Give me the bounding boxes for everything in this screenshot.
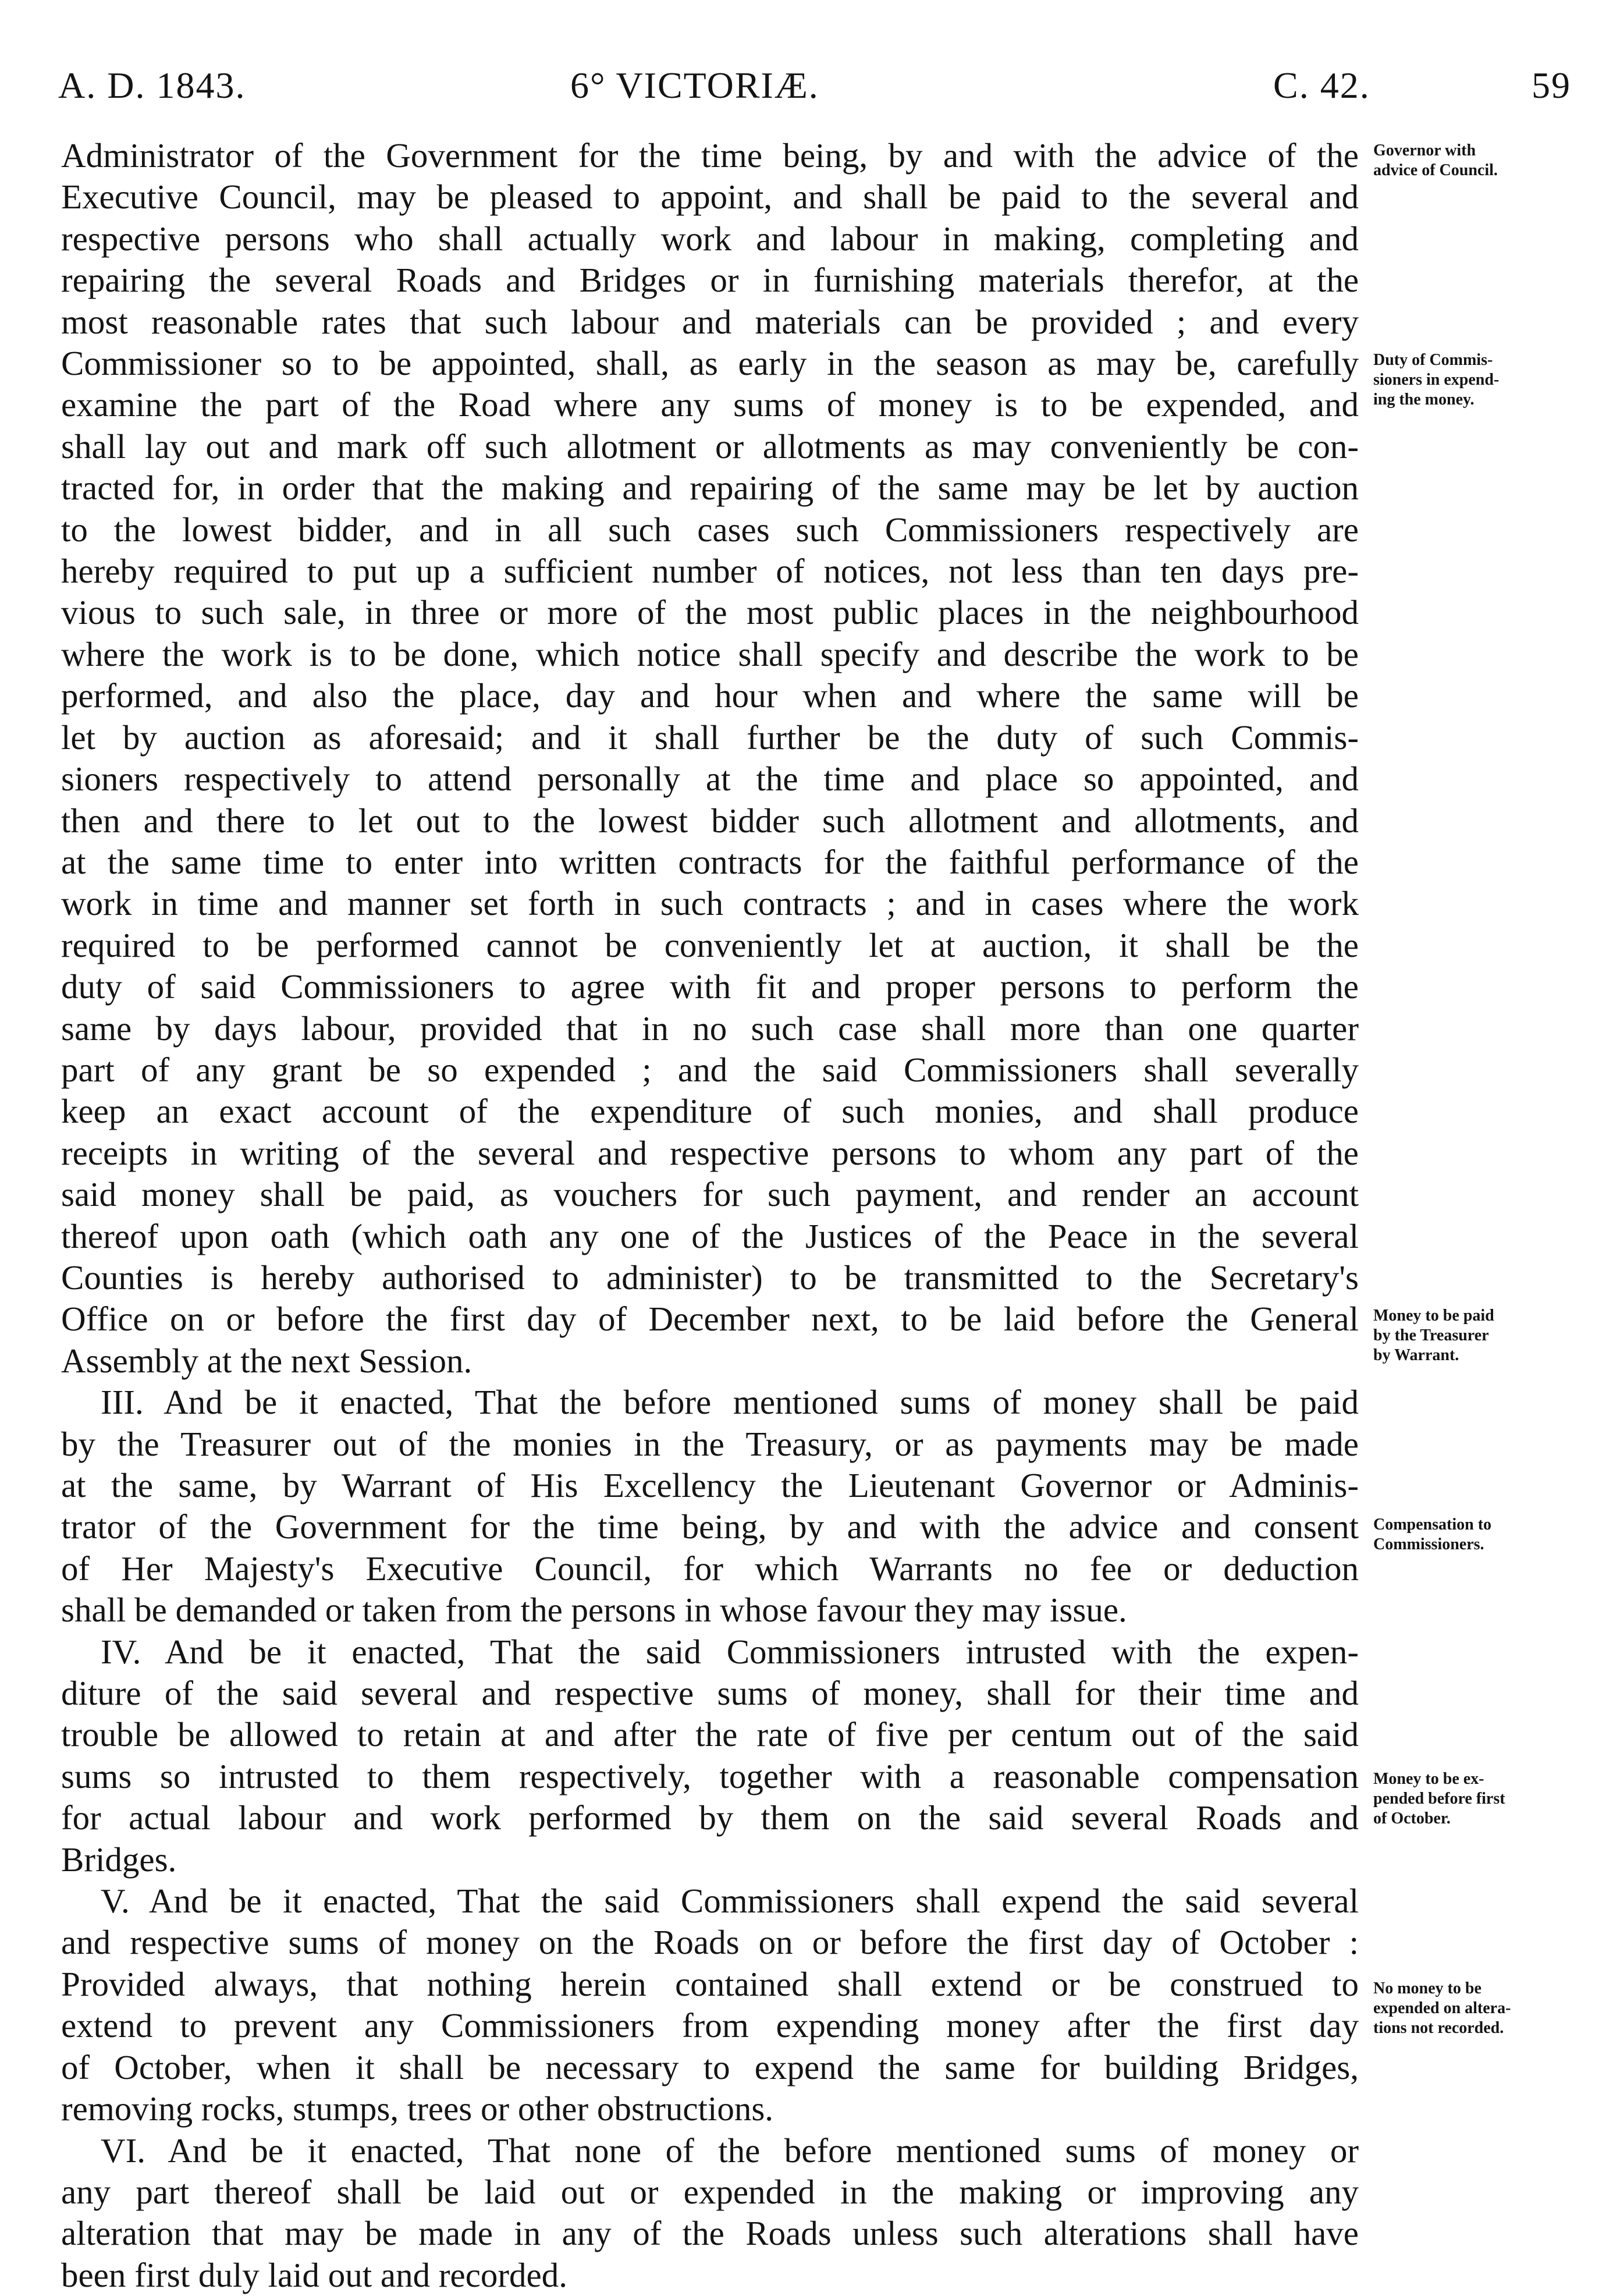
text-line: repairing the several Roads and Bridges or in furnishing materials therefor, at the xyxy=(61,261,1359,300)
text-line: extend to prevent any Commissioners from expending money after the first day xyxy=(61,2006,1359,2045)
text-line: sioners respectively to attend personally at the time and place so appointed, and xyxy=(61,760,1359,799)
section-vi-start: VI. And be it enacted, That none of the before mentioned sums of money or xyxy=(101,2131,1359,2170)
text-line: duty of said Commissioners to agree with fit and proper persons to perform the xyxy=(61,967,1359,1006)
text-line: diture of the said several and respective sums of money, shall for their time and xyxy=(61,1674,1359,1713)
text-line: been first duly laid out and recorded. xyxy=(61,2255,567,2294)
margin-note-line: ing the money. xyxy=(1373,391,1475,409)
margin-note-line: Money to be ex- xyxy=(1373,1770,1484,1788)
margin-note-governor xyxy=(1373,141,1565,180)
text-line: any part thereof shall be laid out or expended in the making or improving any xyxy=(61,2172,1359,2211)
page-number: 59 xyxy=(1532,65,1571,106)
text-line: by the Treasurer out of the monies in the Treasury, or as payments may be made xyxy=(61,1424,1359,1463)
margin-note-treasurer xyxy=(1373,1306,1565,1365)
margin-note-line: by the Treasurer xyxy=(1373,1326,1489,1344)
text-line: Counties is hereby authorised to administer) to be transmitted to the Secretary's xyxy=(61,1258,1359,1297)
text-line: shall lay out and mark off such allotment or allotments as may conveniently be con- xyxy=(61,427,1359,466)
text-line: performed, and also the place, day and hour when and where the same will be xyxy=(61,676,1359,715)
margin-note-line: pended before first xyxy=(1373,1790,1505,1808)
header-chapter: C. 42. xyxy=(1273,65,1370,106)
margin-note-line: of October. xyxy=(1373,1809,1451,1827)
margin-note-line: tions not recorded. xyxy=(1373,2019,1504,2037)
text-line: of October, when it shall be necessary to expend the same for building Bridges, xyxy=(61,2047,1359,2086)
text-line: of Her Majesty's Executive Council, for which Warrants no fee or deduction xyxy=(61,1549,1359,1588)
statute-body xyxy=(61,135,1359,2296)
text-line: receipts in writing of the several and respective persons to whom any part of the xyxy=(61,1133,1359,1172)
text-line: where the work is to be done, which notice shall specify and describe the work to be xyxy=(61,634,1359,673)
text-line: same by days labour, provided that in no such case shall more than one quarter xyxy=(61,1009,1359,1048)
margin-note-line: Governor with xyxy=(1373,141,1476,159)
text-line: at the same time to enter into written contracts for the faithful performance of the xyxy=(61,842,1359,881)
section-iii-start: III. And be it enacted, That the before mentioned sums of money shall be paid xyxy=(101,1383,1359,1422)
margin-note-line: advice of Council. xyxy=(1373,161,1498,179)
text-line: examine the part of the Road where any sums of money is to be expended, and xyxy=(61,385,1359,424)
text-line: hereby required to put up a sufficient number of notices, not less than ten days pre- xyxy=(61,552,1359,591)
margin-note-compensation xyxy=(1373,1515,1565,1555)
margin-note-line: Compensation to xyxy=(1373,1516,1492,1534)
text-line: respective persons who shall actually work and labour in making, completing and xyxy=(61,219,1359,258)
text-line: Bridges. xyxy=(61,1840,177,1879)
text-line: part of any grant be so expended ; and the said Commissioners shall severally xyxy=(61,1050,1359,1089)
margin-note-line: sioners in expend- xyxy=(1373,371,1500,389)
header-year: A. D. 1843. xyxy=(58,65,246,106)
margin-note-line: Commissioners. xyxy=(1373,1535,1484,1553)
text-line: removing rocks, stumps, trees or other obstructions. xyxy=(61,2089,774,2128)
text-line: work in time and manner set forth in such contracts ; and in cases where the work xyxy=(61,884,1359,923)
text-line: let by auction as aforesaid; and it shall further be the duty of such Commis- xyxy=(61,718,1359,757)
text-line: keep an exact account of the expenditure of such monies, and shall produce xyxy=(61,1092,1359,1131)
margin-note-alterations xyxy=(1373,1979,1565,2038)
section-v-start: V. And be it enacted, That the said Commissioners shall expend the said several xyxy=(101,1882,1359,1921)
margin-note-line: Money to be paid xyxy=(1373,1307,1494,1325)
text-line: said money shall be paid, as vouchers for such payment, and render an account xyxy=(61,1175,1359,1214)
margin-note-duty xyxy=(1373,350,1565,410)
text-line: shall be demanded or taken from the persons in whose favour they may issue. xyxy=(61,1591,1127,1630)
margin-note-october xyxy=(1373,1769,1565,1829)
text-line: Assembly at the next Session. xyxy=(61,1341,472,1380)
text-line: for actual labour and work performed by them on the said several Roads and xyxy=(61,1798,1359,1837)
text-line: to the lowest bidder, and in all such cases such Commissioners respectively are xyxy=(61,510,1359,549)
margin-note-line: No money to be xyxy=(1373,1979,1482,1997)
margin-note-line: Duty of Commis- xyxy=(1373,351,1493,369)
margin-note-line: expended on altera- xyxy=(1373,1999,1511,2017)
text-line: Executive Council, may be pleased to appoint, and shall be paid to the several and xyxy=(61,178,1359,217)
text-line: sums so intrusted to them respectively, together with a reasonable compensation xyxy=(61,1756,1359,1795)
text-line: trator of the Government for the time being, by and with the advice and consent xyxy=(61,1507,1359,1546)
text-line: tracted for, in order that the making and repairing of the same may be let by auction xyxy=(61,469,1359,508)
text-line: Administrator of the Government for the time being, by and with the advice of the xyxy=(61,136,1359,175)
text-line: and respective sums of money on the Roads on or before the first day of October : xyxy=(61,1923,1359,1962)
running-head xyxy=(58,64,1571,116)
text-line: trouble be allowed to retain at and after the rate of five per centum out of the said xyxy=(61,1715,1359,1754)
text-line: Provided always, that nothing herein contained shall extend or be construed to xyxy=(61,1964,1359,2003)
text-line: alteration that may be made in any of the Roads unless such alterations shall have xyxy=(61,2214,1359,2253)
text-line: thereof upon oath (which oath any one of the Justices of the Peace in the several xyxy=(61,1216,1359,1255)
text-line: then and there to let out to the lowest bidder such allotment and allotments, and xyxy=(61,801,1359,840)
text-line: Commissioner so to be appointed, shall, as early in the season as may be, carefully xyxy=(61,344,1359,383)
text-line: most reasonable rates that such labour and materials can be provided ; and every xyxy=(61,302,1359,341)
header-reign: 6° VICTORIÆ. xyxy=(570,65,819,106)
text-line: vious to such sale, in three or more of the most public places in the neighbourhood xyxy=(61,593,1359,632)
margin-note-line: by Warrant. xyxy=(1373,1346,1459,1364)
section-iv-start: IV. And be it enacted, That the said Commissioners intrusted with the expen- xyxy=(101,1632,1359,1671)
text-line: Office on or before the first day of December next, to be laid before the General xyxy=(61,1300,1359,1339)
text-line: required to be performed cannot be conveniently let at auction, it shall be the xyxy=(61,925,1359,964)
text-line: at the same, by Warrant of His Excellency the Lieutenant Governor or Adminis- xyxy=(61,1466,1359,1504)
